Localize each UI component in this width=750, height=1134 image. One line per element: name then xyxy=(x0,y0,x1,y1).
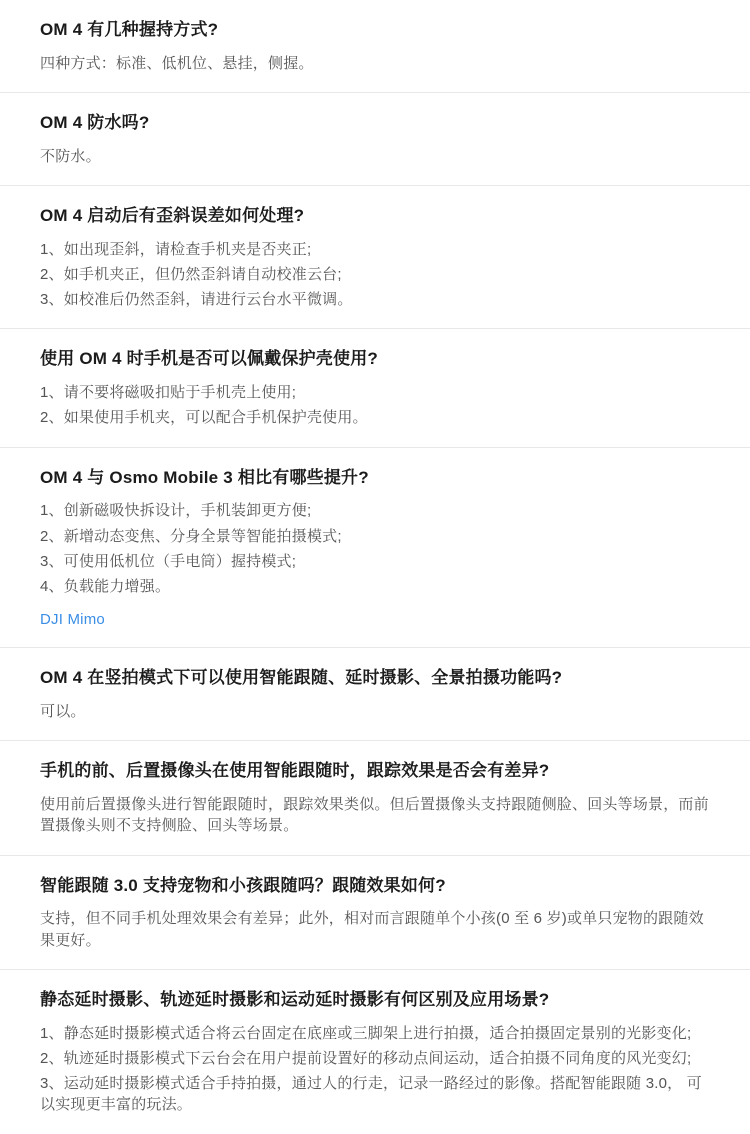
faq-answer-line: 2、如手机夹正，但仍然歪斜请自动校准云台; xyxy=(40,265,342,283)
faq-question: OM 4 与 Osmo Mobile 3 相比有哪些提升? xyxy=(40,467,369,487)
faq-question: 静态延时摄影、轨迹延时摄影和运动延时摄影有何区别及应用场景? xyxy=(40,989,550,1009)
faq-item xyxy=(0,186,750,330)
faq-question: OM 4 在竖拍模式下可以使用智能跟随、延时摄影、全景拍摄功能吗? xyxy=(40,668,563,688)
faq-answer xyxy=(40,908,710,951)
faq-answer xyxy=(40,53,710,74)
faq-question: 智能跟随 3.0 支持宠物和小孩跟随吗？跟随效果如何? xyxy=(40,875,446,895)
faq-item xyxy=(0,329,750,447)
faq-item xyxy=(0,93,750,186)
faq-item xyxy=(0,970,750,1134)
faq-answer-line: 4、负载能力增强。 xyxy=(40,578,171,596)
faq-item xyxy=(0,448,750,649)
faq-answer xyxy=(40,794,710,837)
faq-question: OM 4 启动后有歪斜误差如何处理? xyxy=(40,205,305,225)
faq-item xyxy=(0,741,750,855)
faq-item xyxy=(0,856,750,970)
faq-answer-line: 2、如果使用手机夹，可以配合手机保护壳使用。 xyxy=(40,409,368,427)
faq-question: 手机的前、后置摄像头在使用智能跟随时，跟踪效果是否会有差异? xyxy=(40,761,550,781)
faq-link[interactable]: DJI Mimo xyxy=(40,611,105,629)
faq-question: OM 4 防水吗? xyxy=(40,112,150,132)
faq-question: OM 4 有几种握持方式? xyxy=(40,20,219,39)
faq-answer-line: 使用前后置摄像头进行智能跟随时，跟踪效果类似。但后置摄像头支持跟随侧脸、回头等场景，而前置摄像头则不支持侧脸、回头等场景。 xyxy=(40,796,709,835)
faq-item xyxy=(0,648,750,741)
faq-answer-line: 2、新增动态变焦、分身全景等智能拍摄模式; xyxy=(40,527,342,545)
faq-answer xyxy=(40,382,710,429)
faq-answer xyxy=(40,239,710,311)
faq-item xyxy=(0,0,750,93)
faq-answer-line: 1、请不要将磁吸扣贴于手机壳上使用; xyxy=(40,384,297,402)
faq-answer-line: 1、创新磁吸快拆设计，手机装卸更方便; xyxy=(40,502,312,520)
faq-answer-line: 1、如出现歪斜，请检查手机夹是否夹正; xyxy=(40,240,312,258)
faq-answer-line: 支持，但不同手机处理效果会有差异；此外，相对而言跟随单个小孩(0 至 6 岁)或单只宠物的跟随效果更好。 xyxy=(40,910,704,949)
faq-answer-line: 1、静态延时摄影模式适合将云台固定在底座或三脚架上进行拍摄，适合拍摄固定景别的光影变化; xyxy=(40,1024,692,1042)
faq-question: 使用 OM 4 时手机是否可以佩戴保护壳使用? xyxy=(40,349,378,369)
faq-answer-line: 四种方式：标准、低机位、悬挂，侧握。 xyxy=(40,54,314,72)
faq-answer-line: 可以。 xyxy=(40,703,86,721)
faq-answer-line: 3、运动延时摄影模式适合手持拍摄，通过人的行走，记录一路经过的影像。搭配智能跟随 3.0， 可以实现更丰富的玩法。 xyxy=(40,1075,702,1114)
faq-answer xyxy=(40,701,710,722)
faq-answer xyxy=(40,146,710,167)
faq-answer xyxy=(40,1023,710,1116)
faq-answer xyxy=(40,500,710,597)
faq-answer-line: 2、轨迹延时摄影模式下云台会在用户提前设置好的移动点间运动，适合拍摄不同角度的风光变幻; xyxy=(40,1049,692,1067)
faq-answer-line: 3、可使用低机位（手电筒）握持模式; xyxy=(40,552,297,570)
faq-answer-line: 不防水。 xyxy=(40,147,101,165)
faq-answer-line: 3、如校准后仍然歪斜，请进行云台水平微调。 xyxy=(40,291,353,309)
